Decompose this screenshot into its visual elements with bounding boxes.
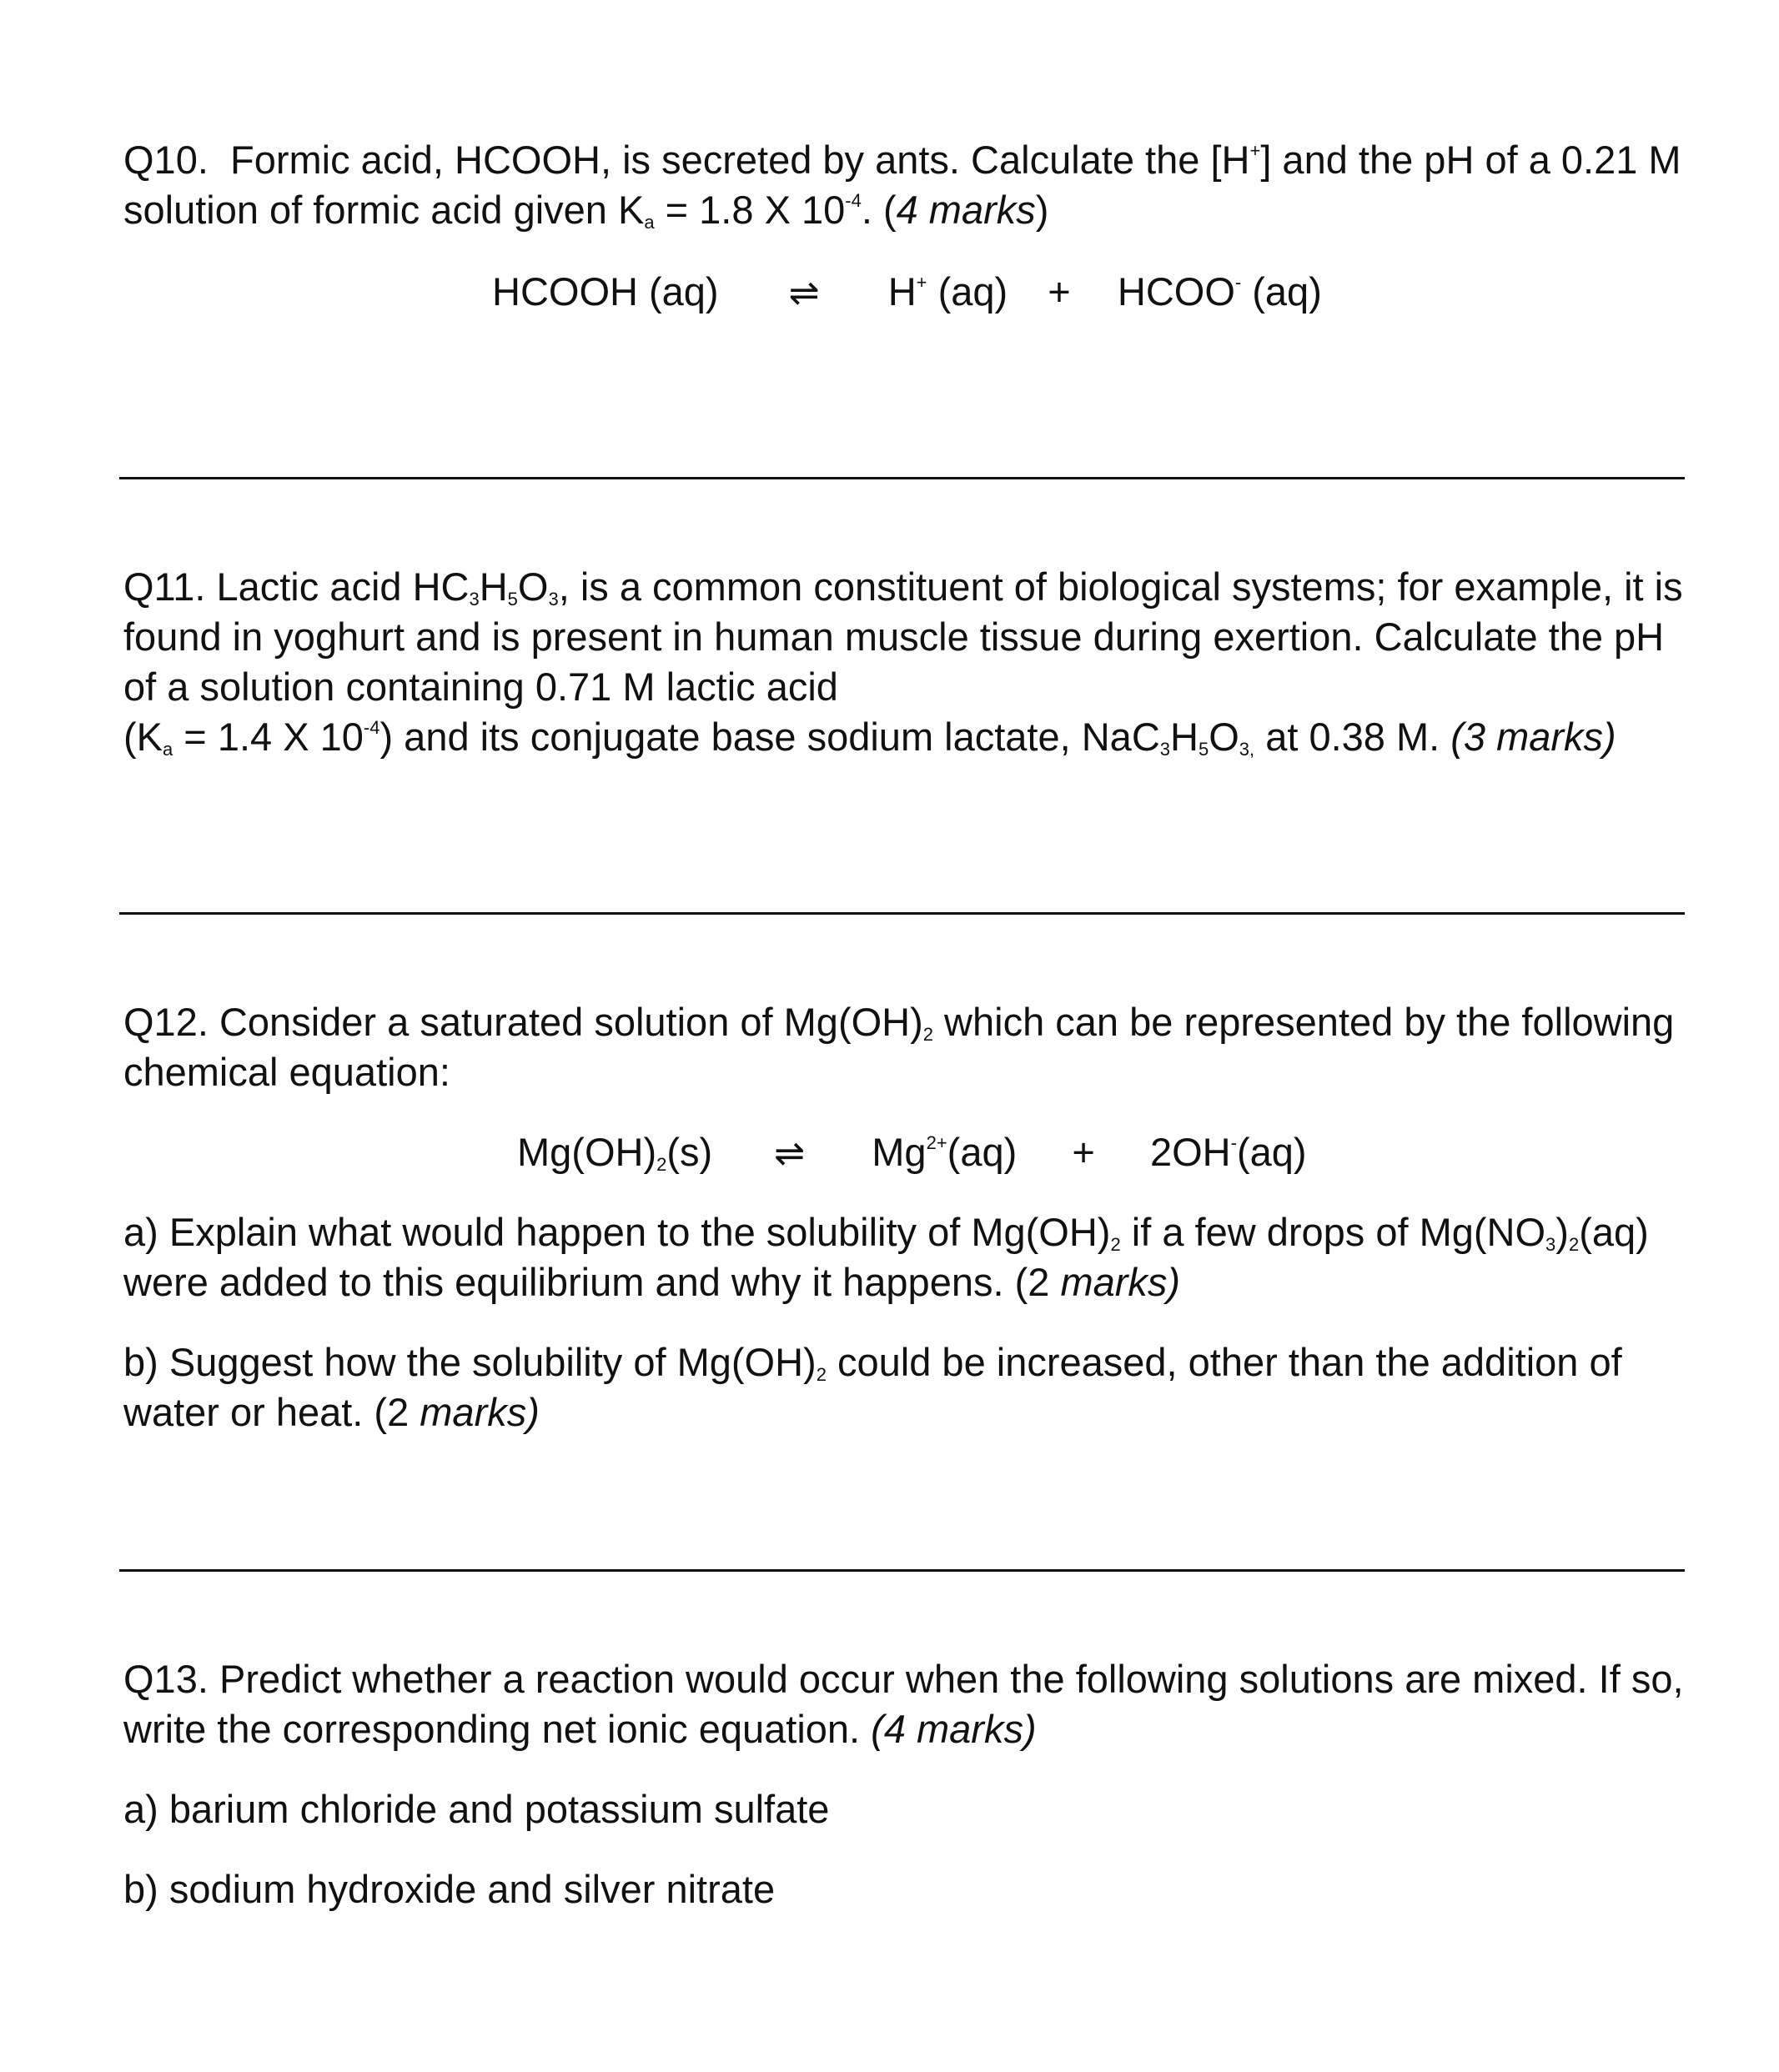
answer-divider — [119, 912, 1685, 915]
q11-question: Q11. Lactic acid $HC_3H_5O_3$, is a common constituent of biological systems; for example, it is found in yoghurt and is present in human muscle tissue during exertion. Calculate the pH of a solution containing 0.71 M lactic acid ($K_a = 1.4$ X $10^{-4}$) and its conjugate base sodium lactate, $NaC_3H_5O_{3,}$ at 0.38 M. (3 marks) — [123, 564, 1683, 760]
q13-part-b: b) sodium hydroxide and silver nitrate — [123, 1867, 776, 1911]
q12-equation: $Mg(OH)_2(s)$ ⇌ $Mg^{2+}(aq) + 2OH^-(aq)$ — [517, 1127, 1307, 1179]
q10-equation: HCOOH (aq) ⇌ H+ (aq) + HCOO- (aq) — [492, 267, 1322, 319]
q13-part-a: a) barium chloride and potassium sulfate — [123, 1787, 830, 1831]
q13-marks: (4 marks) — [871, 1707, 1037, 1751]
q11-marks: (3 marks) — [1450, 715, 1616, 759]
q10-marks: 4 marks — [896, 188, 1036, 232]
q10-question: Q10. Formic acid, HCOOH, is secreted by ants. Calculate the [H+] and the pH of a 0.21 M solution of formic acid given $K_a = 1.8$ X $10^{-4}$. (4 marks) — [123, 138, 1681, 233]
q11-label: Q11. — [123, 564, 206, 609]
answer-divider — [119, 477, 1685, 479]
q13-label: Q13. — [123, 1657, 209, 1701]
equilibrium-arrow-icon: ⇌ — [788, 273, 820, 314]
q12-part-b: b) Suggest how the solubility of $Mg(OH)_2$ could be increased, other than the addition of water or heat. (2 marks) — [123, 1340, 1622, 1434]
q12-question: Q12. Consider a saturated solution of $Mg(OH)_2$ which can be represented by the following chemical equation: — [123, 1000, 1675, 1094]
equilibrium-arrow-icon: ⇌ — [774, 1133, 806, 1174]
q10-label: Q10. — [123, 138, 209, 182]
q12-part-a: a) Explain what would happen to the solubility of $Mg(OH)_2$ if a few drops of $Mg(NO_3)_2(aq)$ were added to this equilibrium and why it happens. (2 marks) — [123, 1210, 1649, 1304]
answer-divider — [119, 1569, 1685, 1572]
q13-question: Q13. Predict whether a reaction would occur when the following solutions are mixed. If so, write the corresponding net ionic equation. (4 marks) — [123, 1657, 1684, 1751]
q12-label: Q12. — [123, 1000, 209, 1044]
